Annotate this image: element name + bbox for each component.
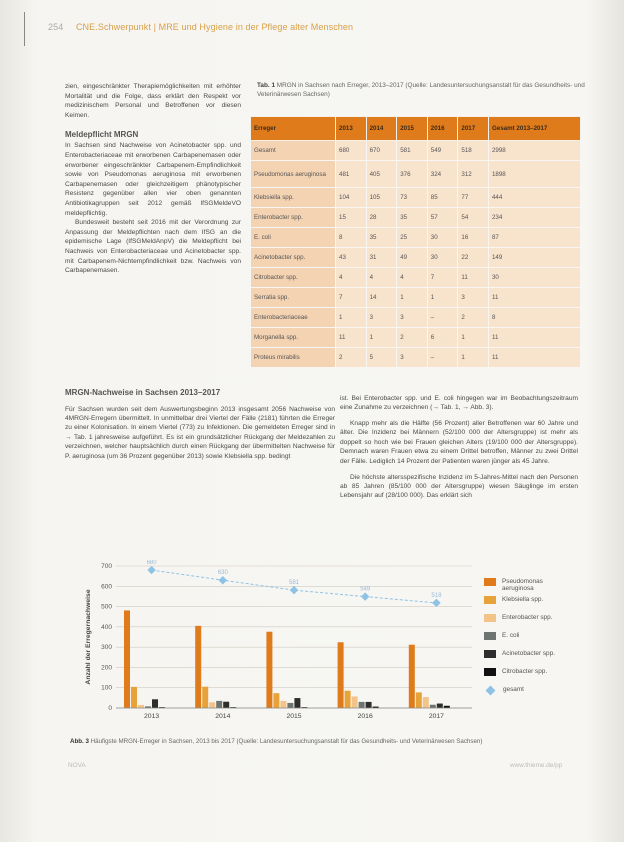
legend-swatch [484, 650, 496, 658]
paragraph-meldepflicht: In Sachsen sind Nachweise von Acinetobacter spp. und Enterobacteriaceae mit erworbenen Carbapenemasen oder erworbener eingeschränkter Carbapenem-Empfindlichkeit sowie von Pseudomonas aeruginosa mit erworbenen Carbapenemasen oder gleichzeitigem phänotypischer Resistenz gegenüber allen vier oben genannten Antibiotikagruppen seit 2012 gemäß IfSGMeldeVO meldepflichtig. [65, 142, 241, 217]
table-cell: 324 [427, 161, 458, 188]
table-cell: 312 [458, 161, 489, 188]
table-cell: 30 [427, 248, 458, 268]
total-point [361, 592, 369, 600]
table-cell: 3 [366, 308, 397, 328]
table-cell: 4 [366, 268, 397, 288]
paragraph-nachweise: Für Sachsen wurden seit dem Auswertungsbeginn 2013 insgesamt 2056 Nachweise von 4MRGN-Erregern übermittelt. In unmittelbar drei Viertel der Fälle (2181) führten die Erreger zu einer Kolonisation. In einem Viertel (773) zu Infektionen. Die gemeldeten Erreger sind in → Tab. 1 jahresweise aufgeführt. Es ist ein grundsätzlicher Rückgang der Meldezahlen zu verzeichnen, welcher hauptsächlich durch einen Rückgang der übermittelten Nachweise für P. aeruginosa (um 36 Prozent gegenüber 2013) sowie Klebsiella spp. bedingt [65, 405, 335, 460]
y-tick-label: 400 [101, 623, 112, 631]
table-cell: 77 [458, 188, 489, 208]
table-header-cell: Gesamt 2013–2017 [488, 117, 580, 141]
bar [345, 691, 351, 708]
footer-right: www.thieme.de/pp [510, 762, 563, 769]
legend-item [484, 596, 562, 610]
table-header-cell: 2017 [458, 117, 489, 141]
table-cell: 57 [427, 208, 458, 228]
margin-rule [24, 12, 25, 46]
bar [138, 705, 144, 708]
table-cell: 3 [397, 348, 428, 368]
section-heading-nachweise: MRGN-Nachweise in Sachsen 2013–2017 [65, 388, 221, 397]
figure-caption-label: Abb. 3 [70, 738, 89, 745]
table-cell: 3 [458, 288, 489, 308]
x-tick-label: 2013 [144, 713, 160, 720]
table-cell: 11 [488, 348, 580, 368]
legend-item [484, 650, 562, 664]
paragraph-bundesweit: Bundesweit besteht seit 2016 mit der Verordnung zur Anpassung der Meldepflichten nach dem IfSG an die epidemische Lage (IfSGMeldAnpV) die Meldepflicht bei Nachweis von Enterobacteriaceae und Acinetobacter spp. mit Carbapenem-Nichtempfindlichkeit bzw. Nachweis von Carbapenemasen. [65, 219, 241, 275]
table-caption [257, 82, 587, 99]
table-cell: 6 [427, 328, 458, 348]
table-cell: 15 [336, 208, 367, 228]
bar [430, 705, 436, 708]
table-header-cell: Erreger [251, 117, 336, 141]
page-number: 254 [48, 22, 64, 32]
table-cell: 2 [336, 348, 367, 368]
x-tick-label: 2016 [357, 713, 373, 720]
legend-label: Pseudomonas aeruginosa [502, 578, 543, 592]
table-cell: – [427, 308, 458, 328]
table-cell: 11 [488, 288, 580, 308]
table-cell: 25 [397, 228, 428, 248]
total-point [219, 576, 227, 584]
table-row [251, 141, 581, 161]
lower-left-column [65, 388, 335, 468]
table-row-label: Acinetobacter spp. [251, 248, 336, 268]
bar [209, 702, 215, 708]
table-cell: 8 [336, 228, 367, 248]
legend-item [484, 686, 562, 700]
table-row-label: Pseudomonas aeruginosa [251, 161, 336, 188]
bar [266, 632, 272, 708]
table-cell: 49 [397, 248, 428, 268]
table-cell: 11 [458, 268, 489, 288]
table-cell: 7 [427, 268, 458, 288]
bar [294, 698, 300, 708]
table-cell: 4 [336, 268, 367, 288]
bar [359, 702, 365, 708]
chart-legend [484, 578, 562, 704]
total-point-label: 518 [431, 592, 442, 599]
section-heading-meldepflicht: Meldepflicht MRGN [65, 130, 139, 140]
table-cell: 549 [427, 141, 458, 161]
total-point [290, 586, 298, 594]
bar [287, 703, 293, 708]
table-header-cell: 2016 [427, 117, 458, 141]
table-cell: 5 [366, 348, 397, 368]
legend-swatch [484, 614, 496, 622]
table-cell: 30 [427, 228, 458, 248]
table-cell: 1 [427, 288, 458, 308]
paragraph-haelfte: Knapp mehr als die Hälfte (56 Prozent) aller Betroffenen war 60 Jahre und älter. Die Inzidenz bei Männern (52/100 000 der Altersgruppe) ist mehr als doppelt so hoch wie bei Frauen gleichen Alters (19/100 000 der Altersgruppe). Demnach waren Frauen etwa zu einem Drittel betroffen, Männer zu zwei Drittel der Fälle. Lediglich 14 Prozent der Patienten waren jünger als 45 Jahre. [340, 420, 578, 465]
figure-caption-text: Häufigste MRGN-Erreger in Sachsen, 2013 bis 2017 (Quelle: Landesuntersuchungsanstalt für das Gesundheits- und Veterinärwesen Sachsen) [90, 738, 483, 745]
table-cell: 1 [458, 348, 489, 368]
table-row-label: E. coli [251, 228, 336, 248]
legend-label: Enterobacter spp. [502, 614, 553, 621]
total-point-label: 680 [146, 560, 157, 567]
figure-caption [70, 738, 590, 745]
bar [202, 687, 208, 708]
table-row [251, 208, 581, 228]
table-cell: 444 [488, 188, 580, 208]
bar [223, 702, 229, 708]
table-cell: 405 [366, 161, 397, 188]
y-tick-label: 300 [101, 644, 112, 652]
y-tick-label: 500 [101, 603, 112, 611]
table-row-label: Enterobacter spp. [251, 208, 336, 228]
table-cell: 11 [336, 328, 367, 348]
bar [152, 699, 158, 708]
table-row [251, 268, 581, 288]
bar [437, 704, 443, 708]
table-cell: 1 [366, 328, 397, 348]
table-cell: 680 [336, 141, 367, 161]
x-tick-label: 2017 [428, 713, 444, 720]
table-cell: 1898 [488, 161, 580, 188]
table-cell: 481 [336, 161, 367, 188]
table-cell: 14 [366, 288, 397, 308]
bar [366, 702, 372, 708]
bar [216, 701, 222, 708]
x-tick-label: 2014 [215, 713, 231, 720]
table-cell: 4 [397, 268, 428, 288]
bar [352, 696, 358, 708]
x-tick-label: 2015 [286, 713, 302, 720]
bar [124, 610, 130, 708]
table-cell: 104 [336, 188, 367, 208]
table-row-label: Klebsiella spp. [251, 188, 336, 208]
table-cell: 2998 [488, 141, 580, 161]
table-cell: 2 [458, 308, 489, 328]
bar [416, 692, 422, 708]
footer-left: NOVA [68, 762, 86, 769]
legend-swatch [486, 686, 496, 696]
y-tick-label: 200 [101, 664, 112, 672]
intro-paragraph: zien, eingeschränkter Therapiemöglichkeiten mit erhöhter Mortalität und die Folge, dass erklärt den Respekt vor medizinischem Personal und Betroffenen vor diesen Keimen. [65, 83, 241, 119]
legend-item [484, 614, 562, 628]
table-row [251, 328, 581, 348]
lower-right-column [340, 387, 578, 507]
bar-chart [80, 560, 480, 730]
bar [195, 626, 201, 708]
legend-label: E. coli [502, 632, 520, 639]
table-cell: 8 [488, 308, 580, 328]
running-header [48, 22, 353, 32]
table-header-cell: 2015 [397, 117, 428, 141]
table-row-label: Gesamt [251, 141, 336, 161]
legend-item [484, 668, 562, 682]
table-header-row [251, 117, 581, 141]
legend-label: Acinetobacter spp. [502, 650, 555, 657]
table-cell: 670 [366, 141, 397, 161]
y-tick-label: 700 [101, 563, 112, 570]
left-column [65, 82, 241, 276]
legend-swatch [484, 596, 496, 604]
table-header-cell: 2013 [336, 117, 367, 141]
table-row-label: Proteus mirabilis [251, 348, 336, 368]
table-cell: 234 [488, 208, 580, 228]
table-caption-label: Tab. 1 [257, 82, 275, 89]
bar [280, 701, 286, 708]
table-cell: 581 [397, 141, 428, 161]
header-title: CNE.Schwerpunkt | MRE und Hygiene in der Pflege alter Menschen [75, 22, 354, 32]
total-point-label: 630 [217, 570, 228, 577]
table-cell: 2 [397, 328, 428, 348]
y-tick-label: 0 [108, 705, 112, 712]
legend-item [484, 578, 562, 592]
table-cell: 35 [366, 228, 397, 248]
table-header-cell: 2014 [366, 117, 397, 141]
table-cell: 73 [397, 188, 428, 208]
legend-item [484, 632, 562, 646]
legend-swatch [484, 632, 496, 640]
table-row [251, 161, 581, 188]
y-tick-label: 600 [101, 583, 112, 591]
total-point [432, 599, 440, 607]
table-cell: 85 [427, 188, 458, 208]
y-tick-label: 100 [101, 684, 112, 692]
table-cell: 54 [458, 208, 489, 228]
bar [423, 697, 429, 708]
table-caption-text: MRGN in Sachsen nach Erreger, 2013–2017 (Quelle: Landesuntersuchungsanstalt für das Gesundheits- und Veterinärwesen Sachsen) [257, 82, 585, 98]
bar [409, 645, 415, 708]
table-cell: 30 [488, 268, 580, 288]
table-row [251, 288, 581, 308]
table-cell: 31 [366, 248, 397, 268]
table-cell: 1 [458, 328, 489, 348]
legend-label: Klebsiella spp. [502, 596, 544, 603]
table-cell: 43 [336, 248, 367, 268]
table-row [251, 248, 581, 268]
table-cell: 518 [458, 141, 489, 161]
table-row-label: Enterobacteriaceae [251, 308, 336, 328]
table-cell: 22 [458, 248, 489, 268]
paragraph-inzidenz: Die höchste altersspezifische Inzidenz im 5-Jahres-Mittel nach den Personen ab 85 Jahren (85/100 000 der Altersgruppe) wiesen Säuglinge im ersten Lebensjahr auf (28/100 000). Das erklärt sich [340, 473, 578, 500]
table-cell: 35 [397, 208, 428, 228]
table-cell: 105 [366, 188, 397, 208]
mrgn-table [250, 116, 581, 368]
table-cell: 16 [458, 228, 489, 248]
table-cell: 28 [366, 208, 397, 228]
bar [273, 693, 279, 708]
table-row-label: Morganella spp. [251, 328, 336, 348]
legend-label: gesamt [503, 686, 524, 693]
table-cell: 376 [397, 161, 428, 188]
legend-swatch [484, 668, 496, 676]
table-cell: 87 [488, 228, 580, 248]
table-row [251, 228, 581, 248]
y-axis-label: Anzahl der Erregernachweise [85, 589, 92, 685]
table-cell: 3 [397, 308, 428, 328]
table-cell: – [427, 348, 458, 368]
table-row-label: Serratia spp. [251, 288, 336, 308]
table-cell: 1 [336, 308, 367, 328]
table-row-label: Citrobacter spp. [251, 268, 336, 288]
total-point-label: 549 [360, 586, 371, 593]
total-point [147, 566, 155, 574]
bar [338, 642, 344, 708]
legend-swatch [484, 578, 496, 586]
table-cell: 149 [488, 248, 580, 268]
table-row [251, 308, 581, 328]
table-body [251, 141, 581, 368]
table-cell: 11 [488, 328, 580, 348]
total-point-label: 581 [288, 580, 300, 587]
table-cell: 1 [397, 288, 428, 308]
table-row [251, 348, 581, 368]
legend-label: Citrobacter spp. [502, 668, 548, 675]
table-row [251, 188, 581, 208]
bar [131, 687, 137, 708]
table-cell: 7 [336, 288, 367, 308]
paragraph-enterobacter: ist. Bei Enterobacter spp. und E. coli hingegen war im Beobachtungszeitraum eine Zunahme zu verzeichnen (→ Tab. 1, → Abb. 3). [340, 394, 578, 411]
